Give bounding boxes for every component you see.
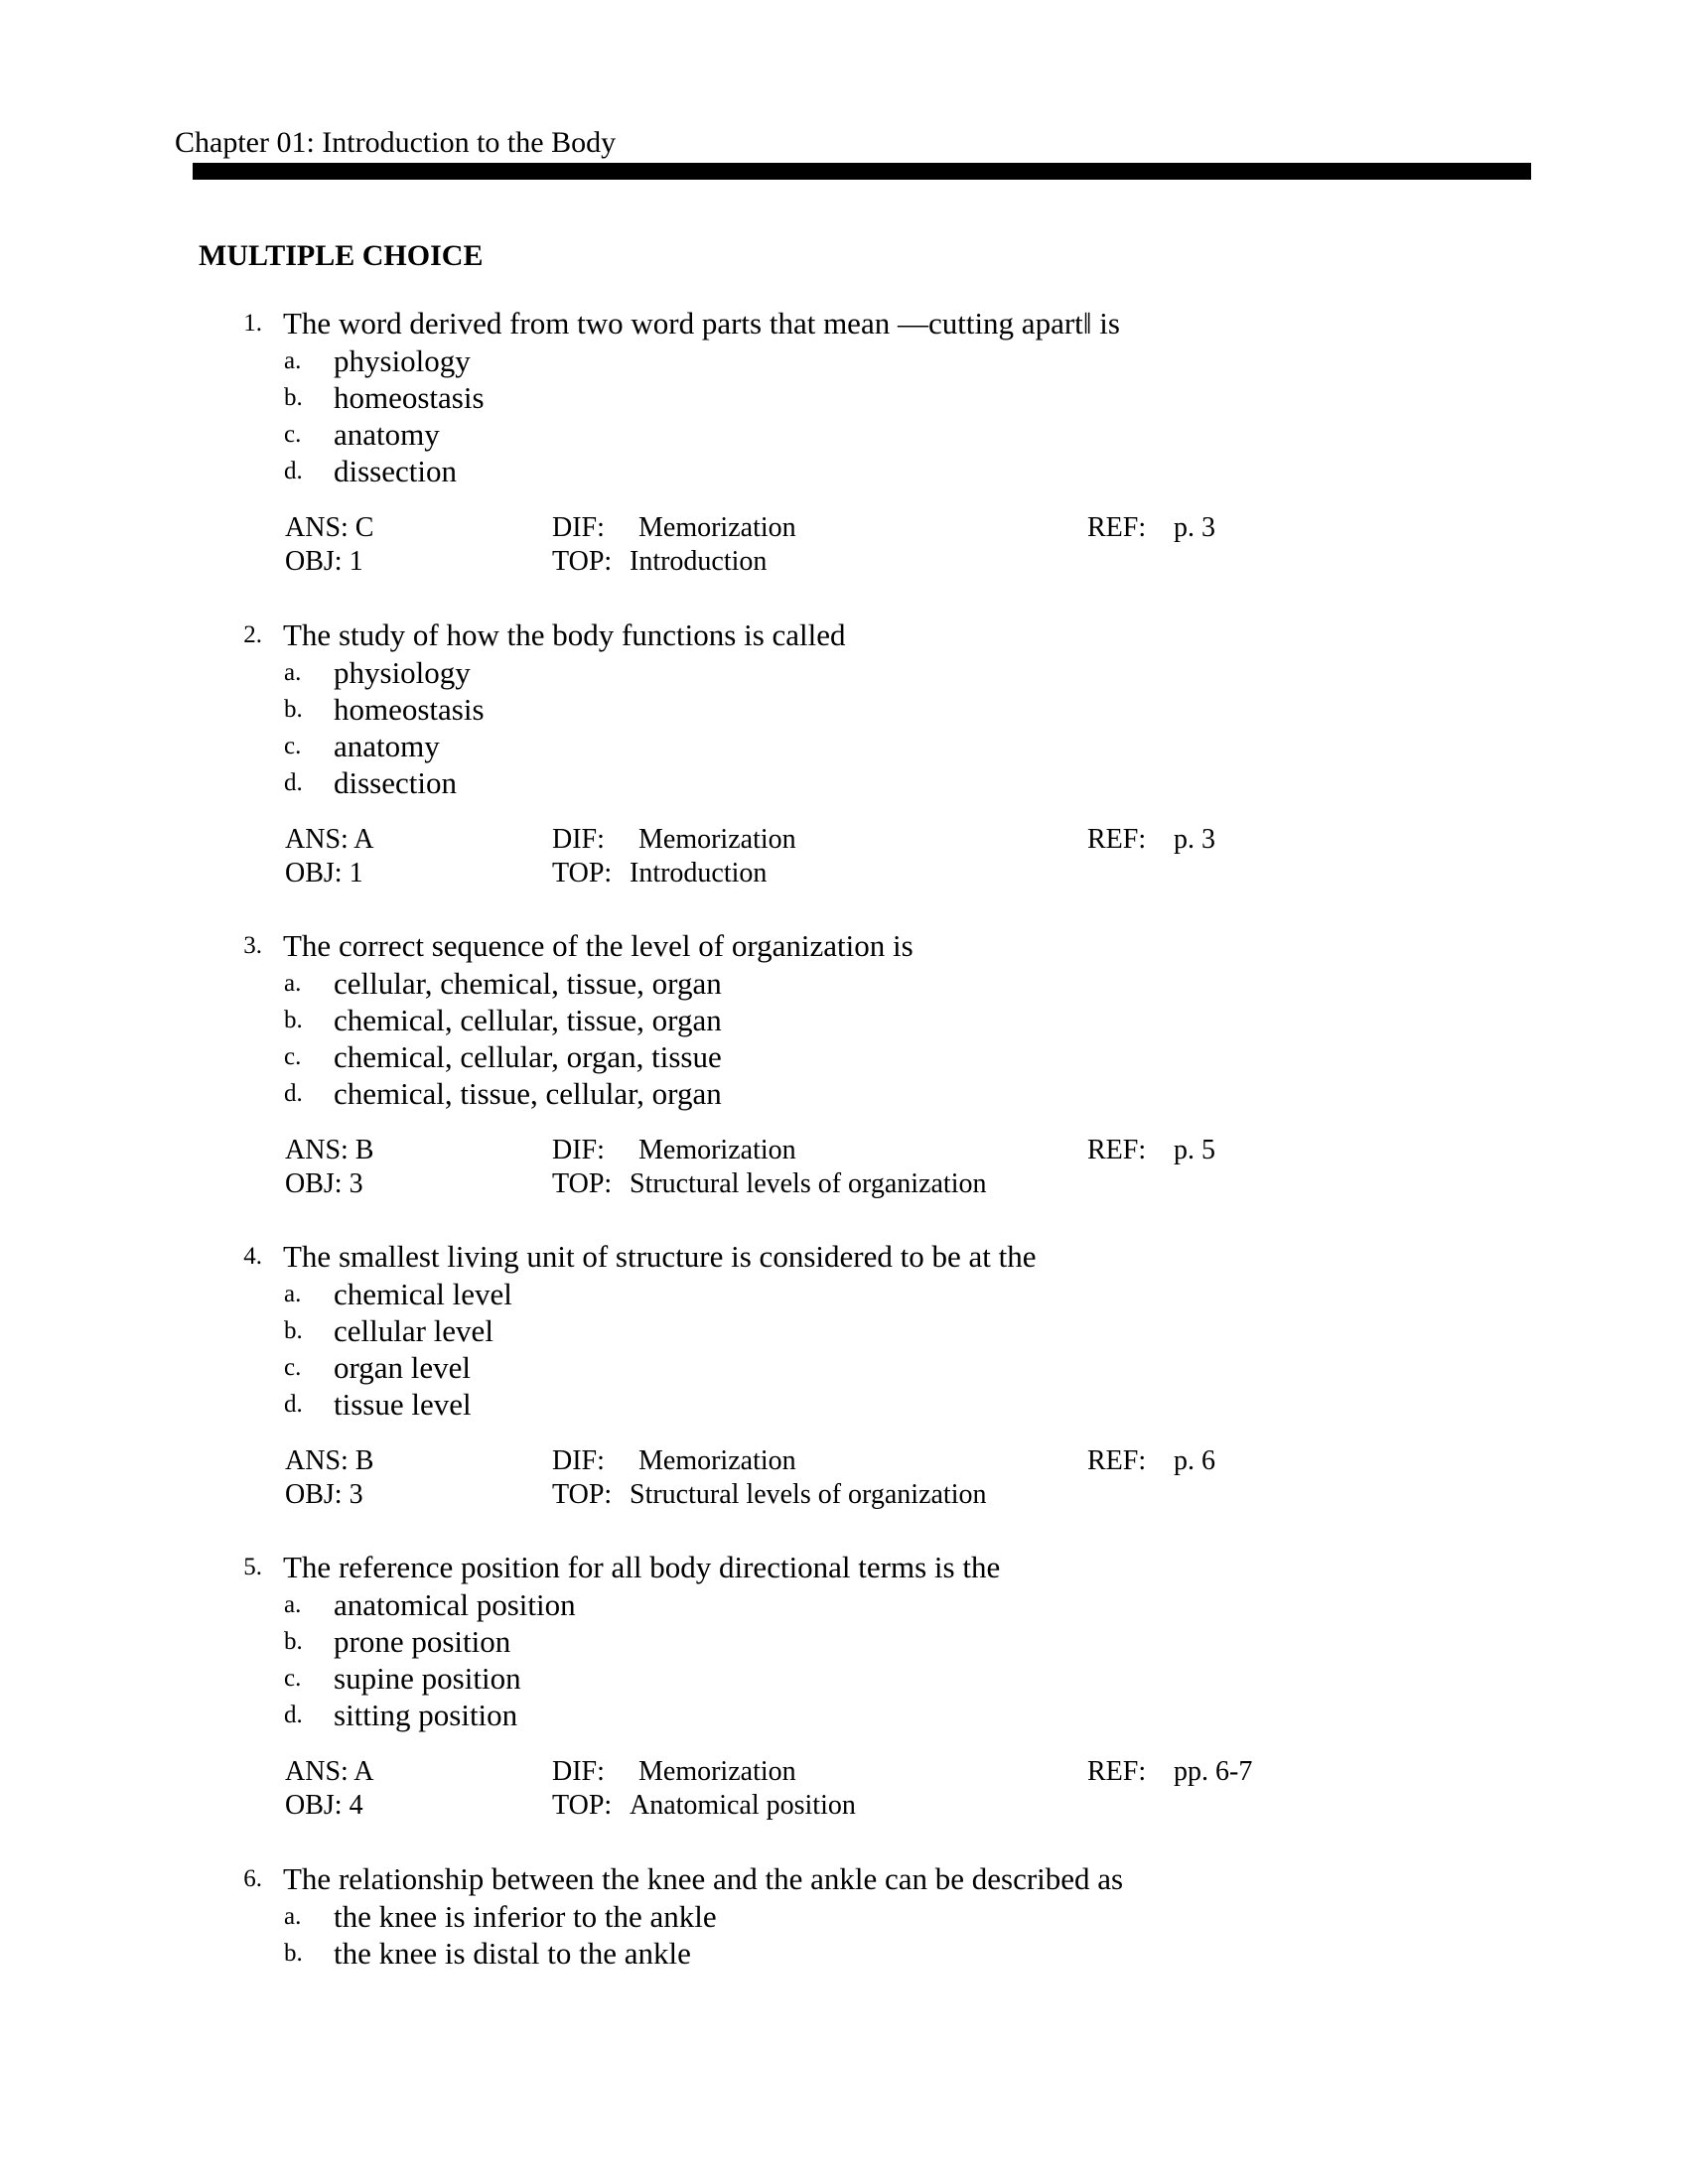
choice-letter: b. bbox=[284, 1628, 303, 1655]
reference-value: p. 5 bbox=[1174, 1135, 1215, 1165]
choice-text: tissue level bbox=[334, 1387, 472, 1422]
choice-letter: a. bbox=[284, 970, 302, 997]
choice-text: sitting position bbox=[334, 1698, 518, 1732]
choice-letter: c. bbox=[284, 733, 302, 759]
choice-text: prone position bbox=[334, 1624, 511, 1659]
question-number: 3. bbox=[243, 932, 262, 959]
topic-label: TOP: bbox=[552, 546, 613, 577]
question-number: 6. bbox=[243, 1865, 262, 1892]
difficulty-label: DIF: bbox=[552, 512, 605, 543]
difficulty-value: Memorization bbox=[638, 512, 796, 543]
reference-label: REF: bbox=[1087, 1445, 1147, 1476]
choice-letter: a. bbox=[284, 1903, 302, 1930]
question-number: 1. bbox=[243, 310, 262, 337]
topic-label: TOP: bbox=[552, 1168, 613, 1199]
difficulty-value: Memorization bbox=[638, 1445, 796, 1476]
topic-value: Introduction bbox=[630, 546, 768, 577]
choice-text: dissection bbox=[334, 765, 457, 800]
reference-label: REF: bbox=[1087, 824, 1147, 855]
objective: OBJ: 1 bbox=[285, 858, 363, 888]
answer-key: ANS: B bbox=[285, 1135, 374, 1165]
choice-letter: d. bbox=[284, 1391, 303, 1418]
difficulty-label: DIF: bbox=[552, 1756, 605, 1787]
choice-text: organ level bbox=[334, 1350, 472, 1385]
choice-letter: c. bbox=[284, 1043, 302, 1070]
choice-letter: c. bbox=[284, 421, 302, 448]
choice-letter: b. bbox=[284, 1940, 303, 1967]
question-text: The word derived from two word parts that mean ―cutting apart‖ is bbox=[283, 306, 1120, 341]
difficulty-value: Memorization bbox=[638, 1135, 796, 1165]
difficulty-label: DIF: bbox=[552, 1445, 605, 1476]
topic-label: TOP: bbox=[552, 858, 613, 888]
answer-key: ANS: A bbox=[285, 1756, 374, 1787]
question-text: The study of how the body functions is called bbox=[283, 617, 846, 652]
choice-text: cellular level bbox=[334, 1313, 493, 1348]
choice-text: anatomy bbox=[334, 729, 440, 763]
topic-label: TOP: bbox=[552, 1790, 613, 1821]
question-text: The relationship between the knee and the ankle can be described as bbox=[283, 1861, 1124, 1896]
chapter-title: Chapter 01: Introduction to the Body bbox=[175, 126, 617, 159]
choice-text: supine position bbox=[334, 1661, 521, 1696]
reference-value: p. 6 bbox=[1174, 1445, 1215, 1476]
choice-text: chemical, cellular, organ, tissue bbox=[334, 1039, 722, 1074]
choice-letter: c. bbox=[284, 1665, 302, 1692]
choice-letter: b. bbox=[284, 1007, 303, 1033]
choice-letter: b. bbox=[284, 384, 303, 411]
choice-letter: a. bbox=[284, 347, 302, 374]
reference-label: REF: bbox=[1087, 1135, 1147, 1165]
choice-text: cellular, chemical, tissue, organ bbox=[334, 966, 722, 1001]
reference-value: pp. 6-7 bbox=[1174, 1756, 1253, 1787]
objective: OBJ: 4 bbox=[285, 1790, 363, 1821]
choice-text: chemical, tissue, cellular, organ bbox=[334, 1076, 722, 1111]
difficulty-label: DIF: bbox=[552, 824, 605, 855]
choice-letter: d. bbox=[284, 1080, 303, 1107]
answer-key: ANS: A bbox=[285, 824, 374, 855]
reference-value: p. 3 bbox=[1174, 824, 1215, 855]
question-number: 2. bbox=[243, 621, 262, 648]
header-rule bbox=[193, 163, 1531, 180]
reference-label: REF: bbox=[1087, 512, 1147, 543]
choice-text: dissection bbox=[334, 454, 457, 488]
question-number: 5. bbox=[243, 1554, 262, 1580]
difficulty-value: Memorization bbox=[638, 1756, 796, 1787]
topic-value: Anatomical position bbox=[630, 1790, 856, 1821]
difficulty-label: DIF: bbox=[552, 1135, 605, 1165]
choice-letter: a. bbox=[284, 659, 302, 686]
reference-value: p. 3 bbox=[1174, 512, 1215, 543]
objective: OBJ: 1 bbox=[285, 546, 363, 577]
choice-text: chemical level bbox=[334, 1277, 512, 1311]
choice-letter: b. bbox=[284, 1317, 303, 1344]
choice-text: anatomy bbox=[334, 417, 440, 452]
topic-value: Structural levels of organization bbox=[630, 1168, 987, 1199]
choice-text: chemical, cellular, tissue, organ bbox=[334, 1003, 722, 1037]
choice-letter: a. bbox=[284, 1281, 302, 1307]
choice-text: anatomical position bbox=[334, 1587, 576, 1622]
choice-text: homeostasis bbox=[334, 692, 485, 727]
choice-letter: d. bbox=[284, 769, 303, 796]
question-number: 4. bbox=[243, 1243, 262, 1270]
choice-letter: d. bbox=[284, 458, 303, 484]
question-text: The correct sequence of the level of organization is bbox=[283, 928, 914, 963]
topic-value: Structural levels of organization bbox=[630, 1479, 987, 1510]
choice-letter: b. bbox=[284, 696, 303, 723]
answer-key: ANS: B bbox=[285, 1445, 374, 1476]
objective: OBJ: 3 bbox=[285, 1479, 363, 1510]
answer-key: ANS: C bbox=[285, 512, 374, 543]
choice-letter: d. bbox=[284, 1702, 303, 1728]
choice-letter: a. bbox=[284, 1591, 302, 1618]
choice-text: homeostasis bbox=[334, 380, 485, 415]
choice-text: physiology bbox=[334, 343, 471, 378]
choice-text: the knee is distal to the ankle bbox=[334, 1936, 691, 1971]
section-heading: MULTIPLE CHOICE bbox=[199, 239, 484, 272]
reference-label: REF: bbox=[1087, 1756, 1147, 1787]
objective: OBJ: 3 bbox=[285, 1168, 363, 1199]
choice-text: the knee is inferior to the ankle bbox=[334, 1899, 717, 1934]
question-text: The smallest living unit of structure is considered to be at the bbox=[283, 1239, 1037, 1274]
topic-value: Introduction bbox=[630, 858, 768, 888]
question-text: The reference position for all body directional terms is the bbox=[283, 1550, 1001, 1584]
choice-text: physiology bbox=[334, 655, 471, 690]
choice-letter: c. bbox=[284, 1354, 302, 1381]
topic-label: TOP: bbox=[552, 1479, 613, 1510]
difficulty-value: Memorization bbox=[638, 824, 796, 855]
